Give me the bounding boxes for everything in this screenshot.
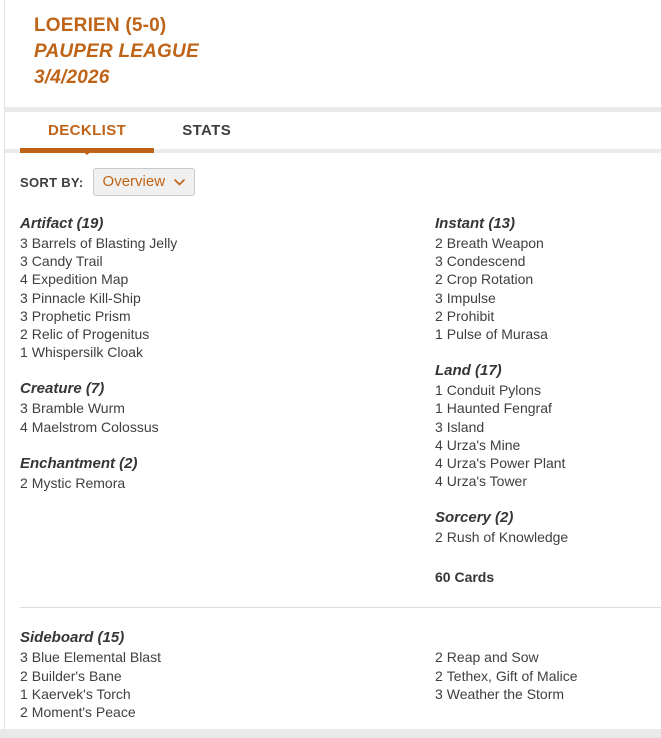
card-name[interactable]: Pinnacle Kill-Ship [31, 289, 141, 306]
card-row [435, 528, 661, 546]
chevron-down-icon [174, 179, 185, 186]
deck-section [435, 508, 661, 546]
card-qty: 2 [20, 474, 28, 491]
card-qty: 4 [435, 454, 443, 471]
card-name[interactable]: Bramble Wurm [31, 400, 125, 417]
card-qty: 3 [20, 235, 28, 251]
card-row [20, 648, 435, 666]
card-qty: 3 [20, 253, 28, 270]
card-row [20, 343, 435, 361]
card-name[interactable]: Expedition Map [31, 271, 129, 288]
deck-event: PAUPER LEAGUE [34, 41, 199, 62]
sideboard-divider [20, 607, 661, 608]
card-qty: 4 [435, 436, 443, 453]
card-qty: 2 [20, 325, 28, 342]
deck-title: LOERIEN (5-0) [34, 15, 167, 36]
card-row [435, 252, 661, 270]
card-name[interactable]: Reap and Sow [446, 649, 539, 666]
card-name[interactable]: Impulse [446, 289, 496, 306]
card-row [20, 325, 435, 343]
card-row [435, 648, 661, 666]
section-heading: Instant (13) [435, 215, 516, 232]
decklist-content [5, 168, 661, 721]
section-heading: Sideboard (15) [20, 629, 125, 647]
page-bottom-band [0, 729, 661, 738]
card-name[interactable]: Condescend [446, 253, 526, 270]
card-row [435, 472, 661, 490]
card-name[interactable]: Rush of Knowledge [446, 529, 569, 546]
card-qty: 2 [435, 649, 443, 666]
card-row [435, 685, 661, 703]
card-qty: 3 [435, 685, 443, 702]
sideboard-column-left [20, 628, 435, 721]
deck-section [20, 214, 435, 361]
card-qty: 3 [435, 289, 443, 306]
card-name[interactable]: Barrels of Blasting Jelly [31, 235, 178, 251]
sort-dropdown-value: Overview [102, 173, 166, 190]
card-row [20, 474, 435, 492]
card-qty: 3 [20, 649, 28, 666]
card-row [435, 234, 661, 252]
card-name[interactable]: Mystic Remora [31, 474, 126, 491]
card-name[interactable]: Tethex, Gift of Malice [446, 667, 578, 684]
sort-dropdown[interactable] [93, 168, 196, 196]
card-name[interactable]: Whispersilk Cloak [31, 344, 144, 361]
deck-section [435, 361, 661, 490]
card-qty: 2 [20, 704, 28, 720]
deck-date: 3/4/2026 [34, 67, 110, 88]
card-name[interactable]: Haunted Fengraf [446, 400, 552, 417]
card-qty: 3 [435, 253, 443, 270]
card-row [20, 289, 435, 307]
card-qty: 1 [20, 344, 28, 361]
tab-decklist[interactable] [20, 112, 154, 153]
card-row [435, 454, 661, 472]
section-heading: Enchantment (2) [20, 454, 138, 472]
card-name[interactable]: Urza's Power Plant [446, 454, 566, 471]
card-name[interactable]: Island [446, 418, 485, 435]
card-row [20, 252, 435, 270]
card-qty: 2 [435, 667, 443, 684]
deck-total-count: 60 Cards [435, 569, 495, 586]
card-name[interactable]: Moment's Peace [31, 704, 136, 720]
card-row [20, 703, 435, 721]
deck-header [4, 0, 661, 107]
card-name[interactable]: Prohibit [446, 307, 495, 324]
card-qty: 1 [20, 685, 28, 702]
card-row [20, 399, 435, 417]
deck-section [435, 648, 661, 703]
card-name[interactable]: Builder's Bane [31, 667, 122, 684]
tab-decklist-label: DECKLIST [48, 122, 127, 139]
card-name[interactable]: Urza's Mine [446, 436, 521, 453]
card-qty: 3 [20, 400, 28, 417]
card-name[interactable]: Crop Rotation [446, 271, 534, 288]
card-name[interactable]: Kaervek's Torch [31, 685, 131, 702]
card-row [20, 685, 435, 703]
card-name[interactable]: Maelstrom Colossus [31, 418, 159, 435]
card-row [20, 667, 435, 685]
tab-bar [5, 112, 661, 153]
card-name[interactable]: Conduit Pylons [446, 382, 541, 399]
maindeck-column-right [435, 214, 661, 586]
card-qty: 2 [20, 667, 28, 684]
deck-section [20, 628, 435, 721]
card-qty: 4 [435, 473, 443, 490]
card-qty: 1 [435, 325, 443, 342]
card-name[interactable]: Pulse of Murasa [446, 325, 548, 342]
deck-section [20, 454, 435, 492]
card-row [435, 399, 661, 417]
card-row [20, 234, 435, 252]
card-row [435, 381, 661, 399]
main-panel [4, 112, 661, 729]
section-heading: Land (17) [435, 362, 502, 380]
deck-section [20, 379, 435, 435]
deck-section [435, 214, 661, 343]
tab-stats-label: STATS [182, 122, 232, 139]
card-qty: 3 [20, 307, 28, 324]
active-tab-pointer-icon [79, 148, 95, 155]
card-qty: 2 [435, 529, 443, 546]
section-heading: Sorcery (2) [435, 509, 514, 527]
section-heading: Artifact (19) [20, 215, 104, 232]
maindeck-column-left [20, 214, 435, 586]
card-row [20, 418, 435, 436]
card-row [435, 667, 661, 685]
card-row [435, 325, 661, 343]
card-qty: 1 [435, 400, 443, 417]
card-name[interactable]: Breath Weapon [446, 235, 544, 251]
card-name[interactable]: Blue Elemental Blast [31, 649, 161, 666]
tab-stats[interactable] [154, 112, 259, 149]
card-row [435, 436, 661, 454]
sort-by-label: SORT BY: [20, 174, 84, 190]
card-qty: 3 [435, 418, 443, 435]
card-qty: 2 [435, 307, 443, 324]
card-row [20, 270, 435, 288]
card-qty: 1 [435, 382, 443, 399]
sort-row [20, 168, 661, 196]
card-qty: 4 [20, 271, 28, 288]
card-row [435, 270, 661, 288]
card-name[interactable]: Prophetic Prism [31, 307, 131, 324]
card-name[interactable]: Candy Trail [31, 253, 103, 270]
card-qty: 2 [435, 235, 443, 251]
card-qty: 3 [20, 289, 28, 306]
card-name[interactable]: Urza's Tower [446, 473, 528, 490]
sideboard-grid [20, 628, 661, 721]
card-name[interactable]: Weather the Storm [446, 685, 565, 702]
card-row [20, 307, 435, 325]
card-row [435, 418, 661, 436]
card-row [435, 307, 661, 325]
maindeck-grid [20, 214, 661, 586]
sideboard-column-right [435, 628, 661, 721]
section-heading: Creature (7) [20, 380, 105, 398]
card-row [435, 289, 661, 307]
card-qty: 4 [20, 418, 28, 435]
card-qty: 2 [435, 271, 443, 288]
card-name[interactable]: Relic of Progenitus [31, 325, 150, 342]
